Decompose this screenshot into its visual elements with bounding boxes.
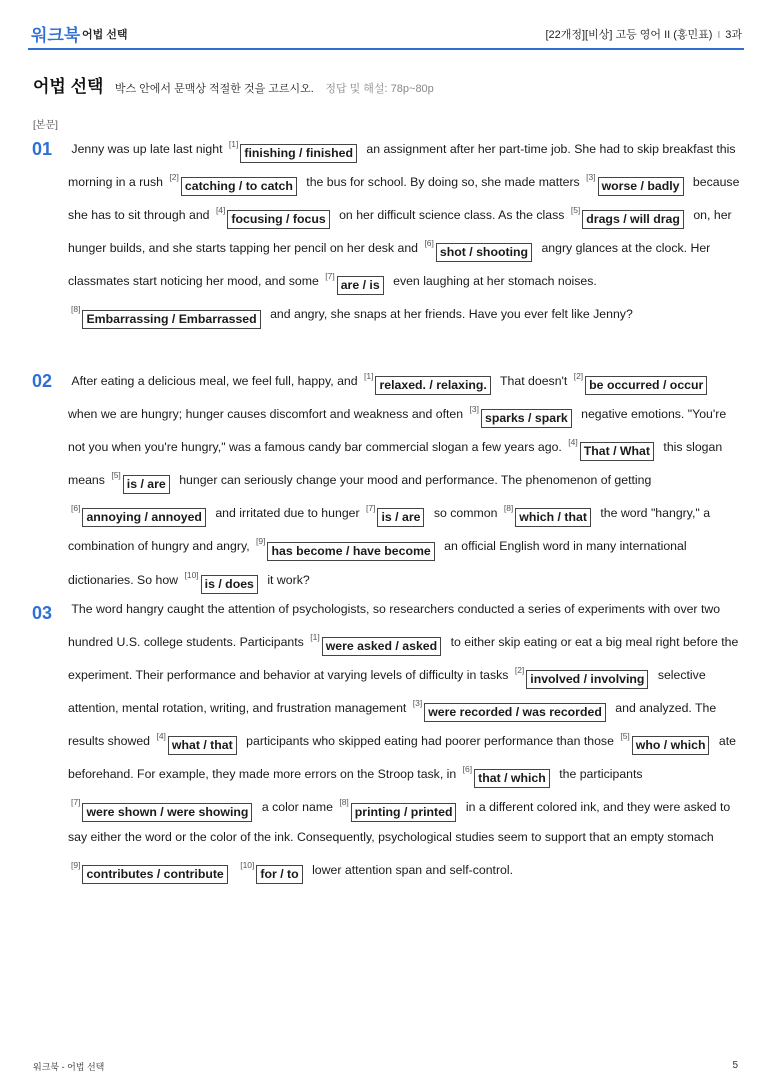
passage-number: 02 (32, 371, 53, 391)
passage-text: selective attention, mental rotation, writing, and frustration management (68, 668, 706, 716)
item-number: [7] (366, 503, 376, 514)
choice-box[interactable]: focusing / focus (227, 210, 329, 229)
choice-item (421, 238, 538, 260)
passage-text: in a different colored ink, and they were asked to say either the word or the color of the ink. Consequently, psychological studies seem to support that an empty stomach (68, 800, 731, 844)
choice-box[interactable]: be occurred / occur (585, 376, 707, 395)
passage-text: because she has to sit through and (68, 175, 740, 223)
choice-box[interactable]: worse / badly (598, 177, 684, 196)
item-number: [9] (256, 536, 266, 547)
choice-item (583, 172, 689, 194)
choice-item (166, 172, 302, 194)
brand-subtitle: 어법 선택 (82, 29, 128, 41)
passage-text: on her difficult science class. As the class (339, 208, 565, 223)
passage-text: on, her hunger builds, and she starts tapping her pencil on her desk and (68, 208, 732, 256)
passage-text: it work? (267, 572, 310, 587)
choice-box[interactable]: for / to (256, 865, 302, 884)
passage-text: so common (433, 506, 498, 521)
choice-item (68, 304, 267, 326)
choice-box[interactable]: were recorded / was recorded (424, 703, 606, 722)
page-title: 어법 선택 (33, 77, 104, 96)
brand-title: 워크북 (31, 26, 81, 45)
item-number: [9] (71, 859, 81, 870)
course-info (545, 26, 742, 42)
item-number: [2] (169, 172, 179, 183)
passage-text: hunger can seriously change your mood and performance. The phenomenon of getting (179, 473, 652, 488)
item-number: [2] (514, 665, 525, 676)
answer-reference: 정답 및 해설: 78p~80p (325, 83, 434, 95)
choice-box[interactable]: drags / will drag (582, 210, 684, 229)
choice-box[interactable]: which / that (515, 508, 591, 527)
choice-item (336, 797, 462, 819)
passage-text: an assignment after her part-time job. She had to skip breakfast this morning in a rush (68, 142, 736, 190)
item-number: [6] (71, 503, 81, 514)
item-number: [1] (310, 632, 320, 642)
choice-box[interactable]: That / What (580, 442, 654, 461)
passage-text: the word "hangry," a combination of hungry and angry, (68, 506, 711, 554)
page-header (28, 0, 744, 50)
section-label: [본문] (33, 120, 58, 131)
choice-item (460, 764, 556, 786)
passage-text: to either skip eating or eat a big meal right before the experiment. Their performance and behavior at varying levels of difficulty in tasks (68, 635, 739, 683)
choice-box[interactable]: who / which (632, 736, 710, 755)
passage-text: lower attention span and self-control. (312, 862, 514, 877)
passage-text: Jenny was up late last night (71, 142, 223, 157)
choice-box[interactable]: has become / have become (267, 542, 434, 561)
header-separator: I (717, 30, 721, 41)
choice-box[interactable]: catching / to catch (181, 177, 297, 196)
choice-item (307, 632, 447, 654)
passage-02 (68, 363, 742, 595)
passage-text: and angry, she snaps at her friends. Have you ever felt like Jenny? (270, 307, 633, 322)
item-number: [8] (503, 503, 514, 514)
choice-item (467, 404, 578, 426)
choice-item (153, 731, 242, 753)
choice-box[interactable]: shot / shooting (436, 243, 532, 262)
choice-item (571, 371, 714, 393)
choice-item (363, 503, 430, 525)
choice-item (108, 470, 175, 492)
choice-item (617, 731, 715, 753)
item-number: [3] (412, 698, 423, 709)
passage-03 (68, 595, 742, 885)
choice-item (568, 205, 690, 227)
choice-box[interactable]: Embarrassing / Embarrassed (82, 310, 260, 329)
choice-box[interactable]: what / that (168, 736, 237, 755)
passage-number: 03 (32, 603, 53, 623)
passage-text: angry glances at the clock. Her classmates start noticing her mood, and some (68, 241, 711, 289)
passage-text: this slogan means (68, 440, 723, 488)
choice-box[interactable]: is / are (123, 475, 170, 494)
choice-box[interactable]: are / is (337, 276, 384, 295)
choice-item (512, 665, 655, 687)
passage-text: the bus for school. By doing so, she made matters (306, 175, 580, 190)
choice-item (237, 859, 308, 881)
choice-box[interactable]: contributes / contribute (82, 865, 227, 884)
item-number: [6] (462, 764, 473, 775)
passage-text: the participants (559, 767, 643, 782)
item-number: [3] (586, 172, 596, 183)
item-number: [4] (215, 205, 226, 216)
item-number: [4] (156, 731, 166, 742)
passage-text: ate beforehand. For example, they made more errors on the Stroop task, in (68, 734, 737, 782)
choice-box[interactable]: were shown / were showing (82, 803, 252, 822)
choice-box[interactable]: that / which (474, 769, 550, 788)
item-number: [5] (620, 731, 630, 742)
passage-text: That doesn't (500, 374, 568, 389)
page-number: 5 (732, 1060, 738, 1071)
choice-item (181, 569, 263, 591)
choice-item (68, 797, 258, 819)
choice-item (565, 437, 660, 459)
choice-item (213, 205, 336, 227)
choice-item (68, 859, 234, 881)
item-number: [1] (228, 139, 239, 149)
passage-text: After eating a delicious meal, we feel full, happy, and (71, 374, 358, 389)
choice-item (68, 503, 212, 525)
footer-label: 워크북 - 어법 선택 (33, 1062, 105, 1072)
passage-text: negative emotions. "You're not you when you're hungry," was a famous candy bar commercial slogan a few years ago. (68, 407, 727, 455)
choice-box[interactable]: involved / involving (526, 670, 648, 689)
passage-text: and irritated due to hunger (215, 506, 360, 521)
item-number: [2] (573, 371, 584, 381)
title-row (33, 72, 434, 97)
passage-text: and analyzed. The results showed (68, 701, 717, 749)
item-number: [8] (339, 797, 349, 808)
item-number: [10] (240, 859, 255, 870)
item-number: [4] (568, 437, 578, 448)
choice-box[interactable]: were asked / asked (322, 637, 441, 656)
passage-text: participants who skipped eating had poorer performance than those (246, 734, 614, 749)
passage-number: 01 (32, 139, 53, 159)
choice-item (361, 371, 497, 393)
item-number: [10] (184, 569, 199, 580)
item-number: [8] (71, 304, 81, 315)
choice-item (501, 503, 597, 525)
choice-item (410, 698, 612, 720)
choice-box[interactable]: finishing / finished (240, 144, 357, 163)
choice-box[interactable]: relaxed. / relaxing. (375, 376, 490, 395)
choice-item (253, 536, 441, 558)
choice-box[interactable]: is / are (377, 508, 424, 527)
choice-box[interactable]: sparks / spark (481, 409, 572, 428)
passage-text: a color name (261, 800, 333, 815)
lesson-number: 3과 (725, 29, 742, 41)
instruction-text: 박스 안에서 문맥상 적절한 것을 고르시오. (114, 83, 314, 95)
passage-text: The word hangry caught the attention of psychologists, so researchers conducted a series of experiments with over two hundred U.S. college students. Participants (68, 602, 721, 650)
choice-box[interactable]: printing / printed (351, 803, 457, 822)
passage-text: even laughing at her stomach noises. (393, 274, 597, 289)
item-number: [5] (111, 470, 121, 481)
item-number: [3] (469, 404, 479, 415)
item-number: [5] (570, 205, 581, 216)
item-number: [1] (364, 371, 374, 381)
choice-box[interactable]: annoying / annoyed (82, 508, 205, 527)
item-number: [6] (424, 238, 434, 249)
item-number: [7] (325, 271, 335, 282)
item-number: [7] (71, 797, 81, 808)
passage-text: an official English word in many international dictionaries. So how (68, 539, 687, 587)
choice-box[interactable]: is / does (201, 575, 258, 594)
passage-text: when we are hungry; hunger causes discomfort and weakness and often (68, 407, 464, 422)
passage-01 (68, 131, 742, 330)
choice-item (226, 139, 363, 161)
choice-item (322, 271, 389, 293)
course-name: [22개정][비상] 고등 영어 II (홍민표) (545, 29, 713, 41)
